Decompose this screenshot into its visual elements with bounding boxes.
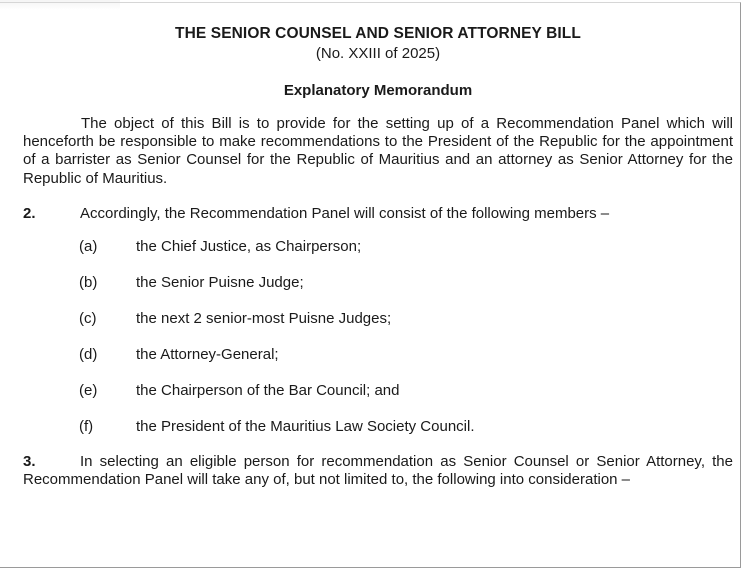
list-item-text: the President of the Mauritius Law Society Council. xyxy=(136,418,475,436)
list-item xyxy=(23,310,733,328)
list-item-text: the Chief Justice, as Chairperson; xyxy=(136,238,362,256)
list-item-marker: (d) xyxy=(79,346,98,364)
bill-number: (No. XXIII of 2025) xyxy=(315,45,441,62)
memorandum-heading: Explanatory Memorandum xyxy=(283,82,473,99)
document-page xyxy=(23,24,733,489)
list-item-marker: (b) xyxy=(79,274,98,292)
paragraph-2-text: Accordingly, the Recommendation Panel will consist of the following members – xyxy=(80,204,610,222)
list-item-marker: (c) xyxy=(79,310,97,328)
paragraph-3 xyxy=(23,453,733,489)
list-item xyxy=(23,274,733,292)
list-item-marker: (e) xyxy=(79,382,98,400)
list-item xyxy=(23,346,733,364)
list-item-marker: (a) xyxy=(79,238,98,256)
paragraph-1: The object of this Bill is to provide for the setting up of a Recommendation Panel which will henceforth be responsible to make recommendations to the President of the Republic for the appointment of a barrister as Senior Counsel for the Republic of Mauritius and an attorney as Senior Attorney for the Republic of Mauritius. xyxy=(23,115,733,187)
paragraph-3-number: 3. xyxy=(23,453,36,471)
list-item xyxy=(23,418,733,436)
paragraph-2 xyxy=(23,205,733,223)
list-item-marker: (f) xyxy=(79,418,94,436)
list-item-text: the Attorney-General; xyxy=(136,346,279,364)
paragraph-2-number: 2. xyxy=(23,204,36,222)
list-item-text: the Senior Puisne Judge; xyxy=(136,274,304,292)
members-list xyxy=(23,238,733,436)
bill-title: THE SENIOR COUNSEL AND SENIOR ATTORNEY BILL xyxy=(175,25,581,42)
list-item-text: the next 2 senior-most Puisne Judges; xyxy=(136,310,392,328)
list-item xyxy=(23,238,733,256)
list-item xyxy=(23,382,733,400)
paragraph-3-text: In selecting an eligible person for recommendation as Senior Counsel or Senior Attorney, the Recommendation Panel will take any of, but not limited to, the following into consideration – xyxy=(23,453,733,489)
list-item-text: the Chairperson of the Bar Council; and xyxy=(136,382,400,400)
